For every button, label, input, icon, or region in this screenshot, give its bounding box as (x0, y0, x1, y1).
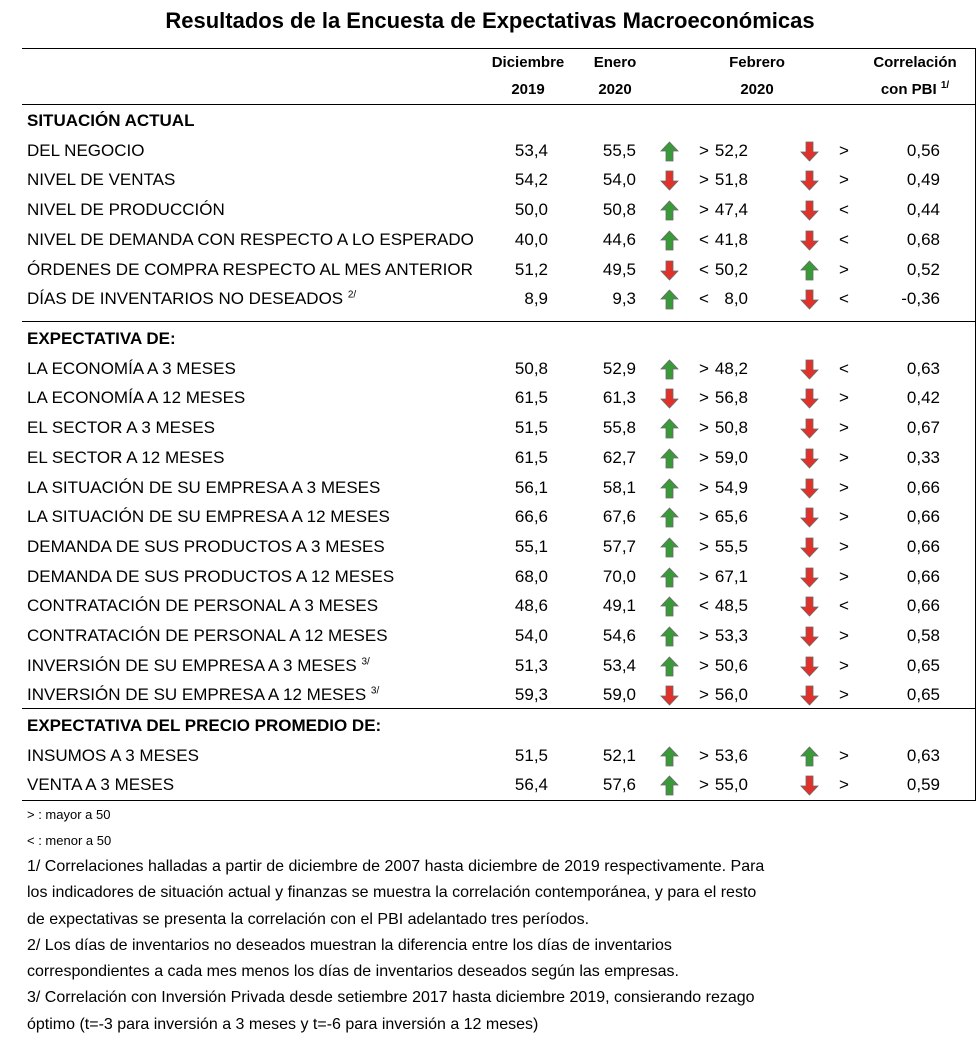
comparison-enero: > (699, 477, 709, 497)
footnote-marker: 3/ (370, 685, 380, 697)
indicator-label (27, 413, 215, 443)
value-diciembre: 51,5 (514, 418, 548, 438)
indicator-label-text: DEL NEGOCIO (27, 140, 145, 160)
indicator-label (27, 195, 225, 225)
arrow-down-icon (800, 502, 820, 532)
comparison-febrero: > (839, 745, 849, 765)
comparison-enero: > (699, 626, 709, 645)
comparison-febrero: > (839, 140, 849, 160)
value-febrero: 55,0 (714, 775, 748, 795)
comparison-enero: > (699, 685, 709, 705)
header-diciembre-month: Diciembre (491, 54, 565, 71)
value-diciembre: 56,4 (514, 775, 548, 795)
section-title: EXPECTATIVA DE: (27, 329, 176, 348)
value-enero: 44,6 (602, 229, 636, 249)
indicator-label-text: NIVEL DE VENTAS (27, 170, 176, 190)
value-correlacion: 0,66 (906, 477, 940, 497)
header-febrero-year: 2020 (740, 81, 774, 98)
footnotes (27, 802, 967, 1038)
header-enero (575, 49, 655, 103)
value-correlacion: 0,59 (906, 775, 940, 795)
report-title: Resultados de la Encuesta de Expectativas Macroeconómicas (165, 8, 815, 33)
comparison-febrero: > (839, 507, 849, 527)
value-diciembre: 54,2 (514, 170, 548, 190)
footnote-line: correspondientes a cada mes menos los días de inventarios deseados según las empresas. (27, 963, 679, 981)
footnote-marker: 3/ (361, 656, 370, 668)
indicator-label-text: LA ECONOMÍA A 3 MESES (27, 358, 236, 378)
table-row (0, 195, 980, 225)
table-row (0, 413, 980, 443)
value-enero: 57,6 (602, 775, 636, 795)
value-diciembre: 61,5 (514, 447, 548, 467)
footnote-line: 1/ Correlaciones halladas a partir de diciembre de 2007 hasta diciembre de 2019 respectivamente. Para (27, 858, 765, 875)
indicator-label (27, 741, 199, 771)
indicator-label-text: NIVEL DE DEMANDA CON RESPECTO A LO ESPERADO (27, 229, 474, 249)
comparison-enero: > (699, 388, 709, 408)
value-diciembre: 68,0 (514, 566, 548, 586)
indicator-label (27, 621, 388, 651)
value-febrero: 41,8 (714, 229, 748, 249)
value-febrero: 67,1 (714, 566, 748, 586)
arrow-up-icon (800, 255, 820, 285)
value-diciembre: 50,8 (514, 358, 548, 378)
table-row (0, 255, 980, 285)
table-row (0, 136, 980, 166)
comparison-febrero: > (839, 775, 849, 795)
value-febrero: 50,2 (714, 259, 748, 279)
arrow-down-icon (800, 443, 820, 473)
value-enero: 52,1 (602, 745, 636, 765)
footnote-line: 2/ Los días de inventarios no deseados muestran la diferencia entre los días de inventarios (27, 936, 672, 954)
arrow-down-icon (800, 354, 820, 384)
indicator-label-text: DÍAS DE INVENTARIOS NO DESEADOS (27, 289, 344, 309)
header-diciembre (478, 49, 578, 103)
table-row (0, 621, 980, 651)
comparison-enero: > (699, 655, 709, 675)
comparison-febrero: > (839, 536, 849, 556)
header-correlacion-footnote: 1/ (940, 80, 950, 91)
indicator-label (27, 165, 175, 195)
value-correlacion: 0,65 (906, 655, 940, 675)
comparison-enero: > (699, 566, 709, 586)
indicator-label-text: EL SECTOR A 12 MESES (27, 447, 225, 467)
comparison-enero: > (699, 200, 709, 220)
table-row (0, 532, 980, 562)
comparison-febrero: < (839, 596, 849, 616)
value-correlacion: 0,66 (906, 507, 940, 527)
value-correlacion: -0,36 (901, 289, 940, 309)
indicator-label (27, 473, 380, 503)
value-enero: 70,0 (602, 566, 636, 586)
value-diciembre: 51,2 (514, 259, 548, 279)
comparison-febrero: < (839, 229, 849, 249)
comparison-febrero: > (839, 685, 849, 705)
comparison-febrero: < (839, 200, 849, 220)
indicator-label (27, 502, 390, 532)
value-febrero: 56,0 (714, 685, 748, 705)
value-correlacion: 0,66 (906, 536, 940, 556)
table-row (0, 383, 980, 413)
comparison-enero: > (699, 447, 709, 467)
value-enero: 57,7 (602, 536, 636, 556)
value-febrero: 48,5 (714, 596, 748, 616)
indicator-label-text: INVERSIÓN DE SU EMPRESA A 3 MESES (27, 655, 357, 675)
value-enero: 67,6 (602, 507, 636, 527)
value-correlacion: 0,63 (906, 745, 940, 765)
indicator-label-text: CONTRATACIÓN DE PERSONAL A 12 MESES (27, 626, 388, 645)
value-diciembre: 53,4 (514, 140, 548, 160)
value-enero: 52,9 (602, 358, 636, 378)
header-correlacion-line2 (860, 76, 970, 103)
arrow-down-icon (800, 562, 820, 592)
arrow-down-icon (800, 591, 820, 621)
comparison-febrero: > (839, 259, 849, 279)
indicator-label-text: LA SITUACIÓN DE SU EMPRESA A 3 MESES (27, 477, 381, 497)
value-enero: 54,6 (602, 626, 636, 645)
indicator-label (27, 532, 385, 562)
table-row (0, 354, 980, 384)
comparison-febrero: > (839, 477, 849, 497)
comparison-enero: > (699, 358, 709, 378)
comparison-enero: > (699, 140, 709, 160)
comparison-febrero: > (839, 566, 849, 586)
indicator-label-text: NIVEL DE PRODUCCIÓN (27, 200, 225, 220)
value-febrero: 47,4 (714, 200, 748, 220)
footnote-line: de expectativas se presenta la correlación con el PBI adelantado tres períodos. (27, 910, 590, 928)
comparison-enero: > (699, 536, 709, 556)
arrow-down-icon (800, 225, 820, 255)
value-diciembre: 40,0 (514, 229, 548, 249)
header-correlacion-text: con PBI (880, 81, 937, 98)
comparison-febrero: > (839, 388, 849, 408)
header-febrero-month: Febrero (729, 54, 785, 71)
value-febrero: 55,5 (714, 536, 748, 556)
value-enero: 49,5 (602, 259, 636, 279)
value-correlacion: 0,49 (906, 170, 940, 190)
arrow-down-icon (800, 473, 820, 503)
footnote-line: óptimo (t=-3 para inversión a 3 meses y t=-6 para inversión a 12 meses) (27, 1015, 539, 1033)
indicator-label-text: DEMANDA DE SUS PRODUCTOS A 3 MESES (27, 536, 385, 556)
value-correlacion: 0,63 (906, 358, 940, 378)
comparison-febrero: < (839, 289, 849, 309)
table-row (0, 651, 980, 681)
indicator-label (27, 136, 144, 166)
table-row (0, 562, 980, 592)
header-rule (22, 104, 976, 105)
value-diciembre: 50,0 (514, 200, 548, 220)
section-title: EXPECTATIVA DEL PRECIO PROMEDIO DE: (27, 716, 382, 735)
comparison-febrero: > (839, 655, 849, 675)
indicator-label (27, 770, 174, 800)
value-correlacion: 0,67 (906, 418, 940, 438)
value-correlacion: 0,33 (906, 447, 940, 467)
value-enero: 59,0 (602, 685, 636, 705)
indicator-label (27, 443, 224, 473)
indicator-label-text: INVERSIÓN DE SU EMPRESA A 12 MESES (27, 685, 367, 705)
value-enero: 55,5 (602, 140, 636, 160)
section-title: SITUACIÓN ACTUAL (27, 111, 195, 130)
value-febrero: 51,8 (714, 170, 748, 190)
value-diciembre: 55,1 (514, 536, 548, 556)
value-febrero: 8,0 (724, 289, 748, 309)
value-correlacion: 0,65 (906, 685, 940, 705)
indicator-label (27, 562, 394, 592)
comparison-enero: < (699, 289, 709, 309)
value-enero: 54,0 (602, 170, 636, 190)
value-febrero: 48,2 (714, 358, 748, 378)
value-enero: 49,1 (602, 596, 636, 616)
arrow-up-icon (800, 741, 820, 771)
table-row (0, 680, 980, 710)
arrow-down-icon (800, 532, 820, 562)
arrow-down-icon (800, 284, 820, 314)
comparison-enero: < (699, 229, 709, 249)
arrow-down-icon (800, 621, 820, 651)
indicator-label-text: LA SITUACIÓN DE SU EMPRESA A 12 MESES (27, 507, 390, 527)
indicator-label-text: DEMANDA DE SUS PRODUCTOS A 12 MESES (27, 566, 395, 586)
indicator-label (27, 225, 474, 255)
table-row (0, 591, 980, 621)
value-correlacion: 0,58 (906, 626, 940, 645)
table-row (0, 443, 980, 473)
value-enero: 55,8 (602, 418, 636, 438)
arrow-down-icon (800, 165, 820, 195)
legend-greater: > : mayor a 50 (27, 807, 111, 822)
arrow-down-icon (800, 413, 820, 443)
value-diciembre: 66,6 (514, 507, 548, 527)
section-rule (22, 800, 976, 801)
arrow-down-icon (800, 195, 820, 225)
value-febrero: 50,6 (714, 655, 748, 675)
footnote-marker: 2/ (347, 289, 357, 301)
value-enero: 58,1 (602, 477, 636, 497)
value-diciembre: 56,1 (514, 477, 548, 497)
value-febrero: 54,9 (714, 477, 748, 497)
arrow-down-icon (800, 651, 820, 681)
value-diciembre: 51,5 (514, 745, 548, 765)
header-febrero (712, 49, 802, 103)
value-diciembre: 61,5 (514, 388, 548, 408)
value-diciembre: 8,9 (524, 289, 548, 309)
value-enero: 61,3 (602, 388, 636, 408)
table-row (0, 502, 980, 532)
value-diciembre: 48,6 (514, 596, 548, 616)
value-febrero: 65,6 (714, 507, 748, 527)
arrow-down-icon (800, 680, 820, 710)
value-enero: 9,3 (612, 289, 636, 309)
indicator-label-text: INSUMOS A 3 MESES (27, 745, 199, 765)
value-febrero: 50,8 (714, 418, 748, 438)
footnote-line: 3/ Correlación con Inversión Privada desde setiembre 2017 hasta diciembre 2019, consierando rezago (27, 989, 755, 1007)
arrow-down-icon (800, 383, 820, 413)
indicator-label-text: CONTRATACIÓN DE PERSONAL A 3 MESES (27, 596, 379, 616)
comparison-enero: > (699, 507, 709, 527)
footnote-line: los indicadores de situación actual y finanzas se muestra la correlación contemporánea, y para el resto (27, 884, 757, 902)
value-diciembre: 54,0 (514, 626, 548, 645)
comparison-febrero: < (839, 358, 849, 378)
comparison-enero: > (699, 775, 709, 795)
value-febrero: 52,2 (714, 140, 748, 160)
value-febrero: 56,8 (714, 388, 748, 408)
table-row (0, 770, 980, 800)
value-enero: 50,8 (602, 200, 636, 220)
comparison-febrero: > (839, 447, 849, 467)
legend-less: < : menor a 50 (27, 833, 112, 848)
comparison-enero: < (699, 596, 709, 616)
indicator-label-text: LA ECONOMÍA A 12 MESES (27, 388, 246, 408)
value-diciembre: 51,3 (514, 655, 548, 675)
value-enero: 53,4 (602, 655, 636, 675)
section-rule (22, 708, 976, 709)
comparison-febrero: > (839, 626, 849, 645)
section-rule (22, 321, 976, 322)
indicator-label (27, 651, 370, 681)
value-diciembre: 59,3 (514, 685, 548, 705)
value-correlacion: 0,66 (906, 596, 940, 616)
comparison-enero: > (699, 418, 709, 438)
table-row (0, 165, 980, 195)
table-row (0, 473, 980, 503)
comparison-febrero: > (839, 170, 849, 190)
comparison-enero: > (699, 170, 709, 190)
header-enero-year: 2020 (598, 81, 632, 98)
indicator-label (27, 591, 378, 621)
header-correlacion-line1: Correlación (873, 54, 957, 71)
indicator-label (27, 284, 356, 314)
value-correlacion: 0,56 (906, 140, 940, 160)
arrow-down-icon (800, 770, 820, 800)
header-correlacion (860, 49, 970, 103)
indicator-label (27, 255, 473, 285)
table-row (0, 225, 980, 255)
value-febrero: 59,0 (714, 447, 748, 467)
comparison-enero: < (699, 259, 709, 279)
table-row (0, 284, 980, 314)
indicator-label-text: VENTA A 3 MESES (27, 775, 175, 795)
comparison-enero: > (699, 745, 709, 765)
value-enero: 62,7 (602, 447, 636, 467)
value-correlacion: 0,68 (906, 229, 940, 249)
arrow-down-icon (800, 136, 820, 166)
header-enero-month: Enero (593, 54, 637, 71)
comparison-febrero: > (839, 418, 849, 438)
indicator-label-text: EL SECTOR A 3 MESES (27, 418, 216, 438)
value-correlacion: 0,42 (906, 388, 940, 408)
value-correlacion: 0,52 (906, 259, 940, 279)
indicator-label (27, 680, 379, 710)
header-diciembre-year: 2019 (511, 81, 545, 98)
value-correlacion: 0,44 (906, 200, 940, 220)
value-febrero: 53,6 (714, 745, 748, 765)
indicator-label (27, 383, 245, 413)
indicator-label-text: ÓRDENES DE COMPRA RESPECTO AL MES ANTERIOR (27, 259, 473, 279)
value-correlacion: 0,66 (906, 566, 940, 586)
table-row (0, 741, 980, 771)
indicator-label (27, 354, 236, 384)
value-febrero: 53,3 (714, 626, 748, 645)
